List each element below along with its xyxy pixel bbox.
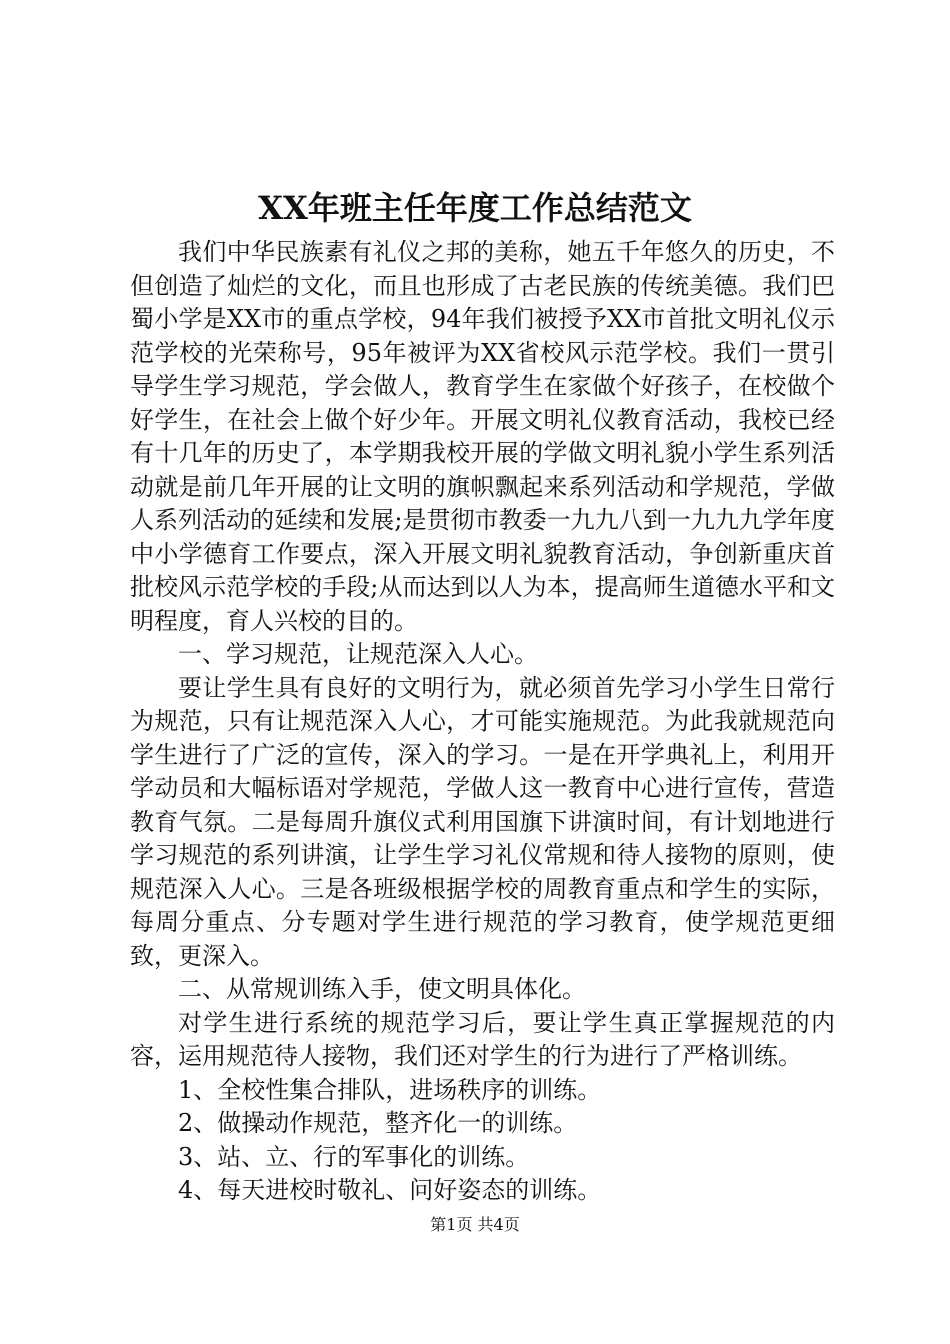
paragraph-intro: 我们中华民族素有礼仪之邦的美称，她五千年悠久的历史，不但创造了灿烂的文化，而且也形成了古老民族的传统美德。我们巴蜀小学是XX市的重点学校，94年我们被授予XX市首批文明礼仪示范学校的光荣称号，95年被评为XX省校风示范学校。我们一贯引导学生学习规范，学会做人，教育学生在家做个好孩子，在校做个好学生，在社会上做个好少年。开展文明礼仪教育活动，我校已经有十几年的历史了，本学期我校开展的学做文明礼貌小学生系列活动就是前几年开展的让文明的旗帜飘起来系列活动和学规范，学做人系列活动的延续和发展;是贯彻市教委一九九八到一九九九学年度中小学德育工作要点，深入开展文明礼貌教育活动，争创新重庆首批校风示范学校的手段;从而达到以人为本，提高师生道德水平和文明程度，育人兴校的目的。 [130,238,835,635]
section-heading-1: 一、学习规范，让规范深入人心。 [178,640,538,668]
section-heading-2: 二、从常规训练入手，使文明具体化。 [178,975,586,1003]
list-item: 4、每天进校时敬礼、问好姿态的训练。 [178,1176,602,1204]
document-title: XX年班主任年度工作总结范文 [258,189,692,227]
list-item: 3、站、立、行的军事化的训练。 [178,1142,530,1171]
page-footer: 第1页 共4页 [430,1215,520,1234]
document-body [130,236,835,1208]
paragraph-section-2: 对学生进行系统的规范学习后，要让学生真正掌握规范的内容，运用规范待人接物，我们还对学生的行为进行了严格训练。 [130,1008,835,1070]
list-item: 1、全校性集合排队，进场秩序的训练。 [178,1075,602,1104]
paragraph-section-1: 要让学生具有良好的文明行为，就必须首先学习小学生日常行为规范，只有让规范深入人心，才可能实施规范。为此我就规范向学生进行了广泛的宣传，深入的学习。一是在开学典礼上，利用开学动员和大幅标语对学规范，学做人这一教育中心进行宣传，营造教育气氛。二是每周升旗仪式利用国旗下讲演时间，有计划地进行学习规范的系列讲演，让学生学习礼仪常规和待人接物的原则，使规范深入人心。三是各班级根据学校的周教育重点和学生的实际，每周分重点、分专题对学生进行规范的学习教育，使学规范更细致，更深入。 [130,673,835,970]
list-item: 2、做操动作规范，整齐化一的训练。 [178,1109,578,1137]
